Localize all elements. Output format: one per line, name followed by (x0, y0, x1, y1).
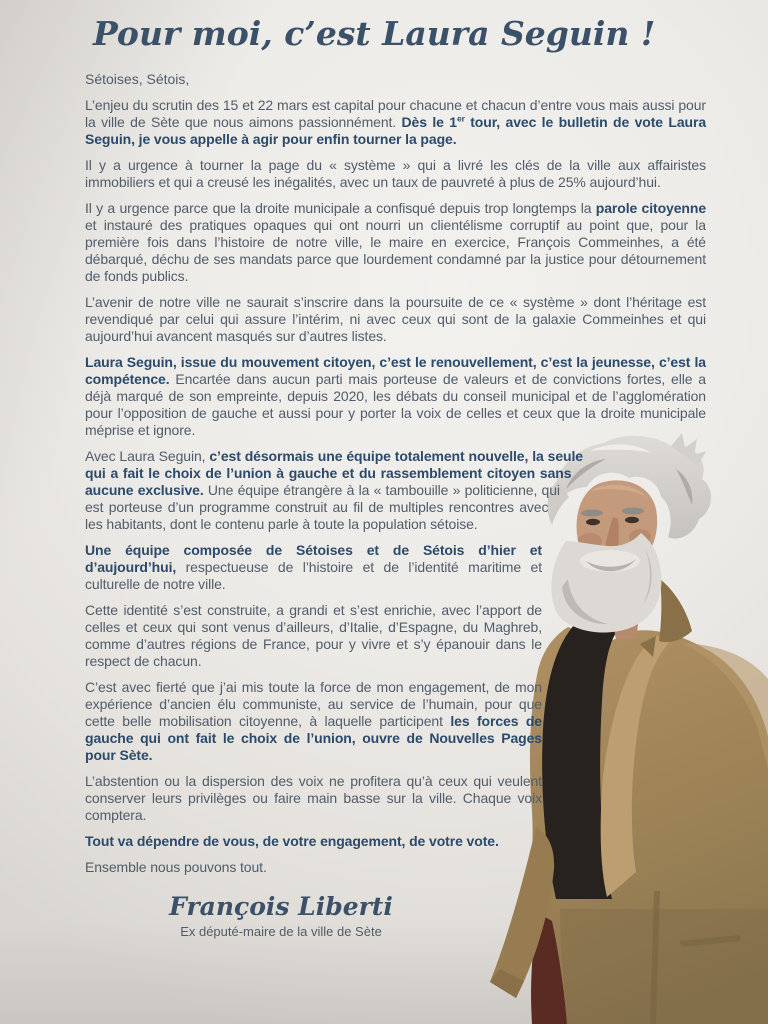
paragraph: Il y a urgence parce que la droite municipale a confisqué depuis trop longtemps la parole citoyenne et instauré des pratiques opaques qui ont nourri un clientélisme corruptif au point que, pour la première fois dans l’histoire de notre ville, le maire en exercice, François Commeinhes, a été débarqué, déchu de ses mandats parce que lourdement condamné par la justice pour détournement de fonds publics. (85, 200, 707, 285)
body-upper (85, 97, 706, 439)
signature-name: François Liberti (169, 892, 393, 922)
paragraph: L’avenir de notre ville ne saurait s’inscrire dans la poursuite de ce « système » dont l’héritage est revendiqué par celui qui assure l’intérim, ni avec ceux qui sont de la galaxie Commeinhes et qui aujourd’hui avancent masqués sur d’autres listes. (85, 294, 706, 345)
paragraph: Une équipe composée de Sétoises et de Sétois d’hier et d’aujourd’hui, respectueuse de l’histoire et de l’identité maritime et culturelle de notre ville. (85, 542, 542, 593)
body-lower (85, 448, 706, 876)
salutation: Sétoises, Sétois, (85, 71, 190, 88)
paragraph: Ensemble nous pouvons tout. (85, 859, 267, 876)
paragraph: Tout va dépendre de vous, de votre engagement, de votre vote. (85, 833, 499, 850)
paragraph: Cette identité s’est construite, a grandi et s’est enrichie, avec l’apport de celles et ceux qui sont venus d’ailleurs, d’Italie, d’Espagne, du Maghreb, comme d’autres régions de France, pour y vivre et s’y épanouir dans le respect de chacun. (85, 602, 542, 670)
page-title: Pour moi, c’est Laura Seguin ! (93, 14, 656, 53)
paragraph: Avec Laura Seguin, c’est désormais une équipe totalement nouvelle, la seule qui a fait le choix de l’union à gauche et du rassemblement citoyen sans aucune exclusive. Une équipe étrangère à la « tambouille » politicienne, qui est porteuse d’un programme construit au fil de multiples rencontres avec les habitants, dont le contenu parle à toute la population sétoise. (85, 448, 583, 533)
signature-role: Ex député-maire de la ville de Sète (180, 924, 382, 940)
signature-block (85, 892, 477, 939)
portrait-text-wrap-spacer (548, 448, 706, 1001)
paragraph: L’enjeu du scrutin des 15 et 22 mars est capital pour chacune et chacun d’entre vous mais aussi pour la ville de Sète que nous aimons passionnément. Dès le 1er tour, avec le bulletin de vote Laura Seguin, je vous appelle à agir pour enfin tourner la page. (85, 97, 707, 148)
paragraph: C’est avec fierté que j’ai mis toute la force de mon engagement, de mon expérience d’ancien élu communiste, au service de l’humain, pour que cette belle mobilisation citoyenne, à laquelle participent les forces de gauche qui ont fait le choix de l’union, ouvre de Nouvelles Pages pour Sète. (85, 679, 542, 764)
paragraph: Il y a urgence à tourner la page du « système » qui a livré les clés de la ville aux affairistes immobiliers et qui a creusé les inégalités, avec un taux de pauvreté à plus de 25% aujourd’hui. (85, 157, 706, 191)
paragraph: L’abstention ou la dispersion des voix ne profitera qu’à ceux qui veulent conserver leurs privilèges ou faire main basse sur la ville. Chaque voix comptera. (85, 773, 542, 824)
paragraph: Laura Seguin, issue du mouvement citoyen, c’est le renouvellement, c’est la jeunesse, c’est la compétence. Encartée dans aucun parti mais porteuse de valeurs et de convictions fortes, elle a déjà marqué de son empreinte, depuis 2020, les débats du conseil municipal et de l’agglomération pour l’opposition de gauche et aussi pour y porter la voix de celles et ceux que la droite municipale méprise et ignore. (85, 354, 706, 439)
